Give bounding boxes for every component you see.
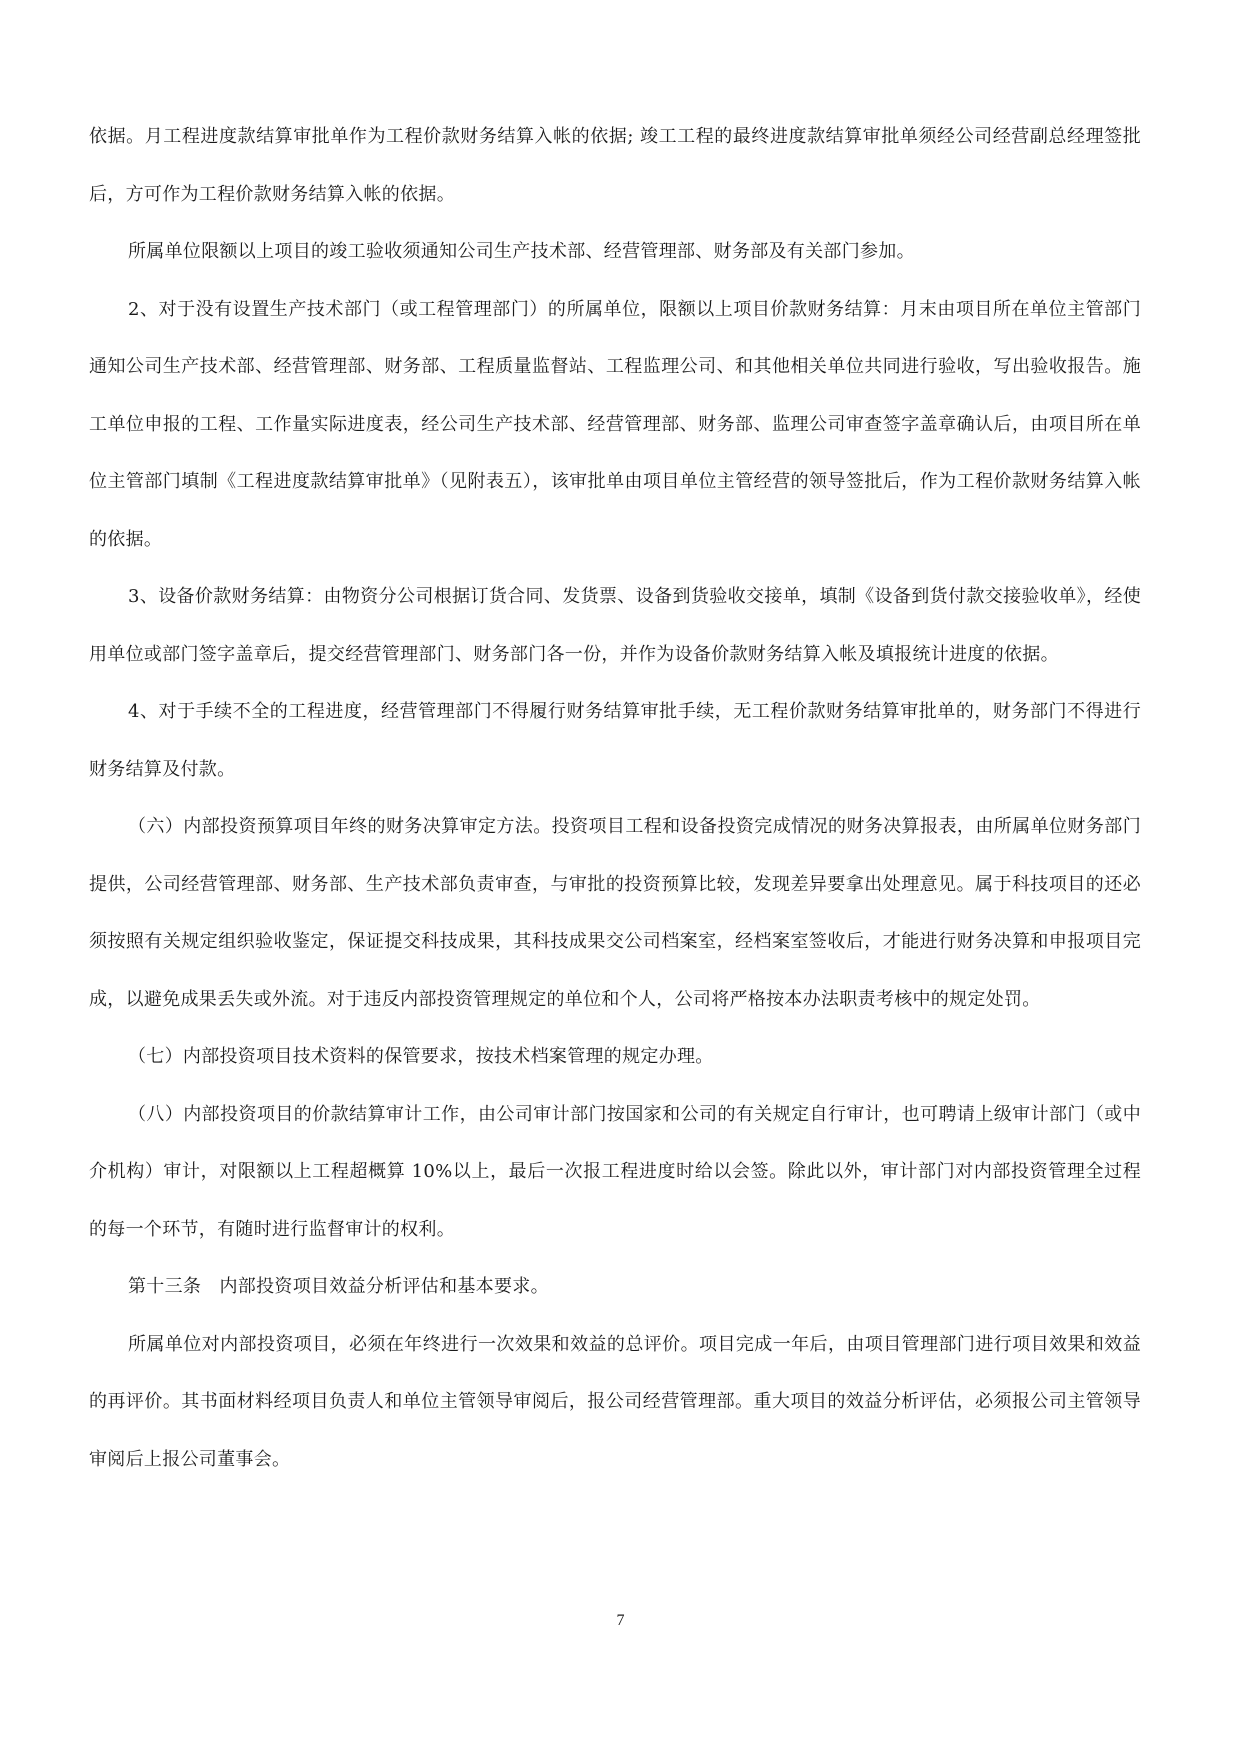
paragraph-item-2: 2、对于没有设置生产技术部门（或工程管理部门）的所属单位，限额以上项目价款财务结算：月末由项目所在单位主管部门通知公司生产技术部、经营管理部、财务部、工程质量监督站、工程监理公司、和其他相关单位共同进行验收，写出验收报告。施工单位申报的工程、工作量实际进度表，经公司生产技术部、经营管理部、财务部、监理公司审查签字盖章确认后，由项目所在单位主管部门填制《工程进度款结算审批单》（见附表五），该审批单由项目单位主管经营的领导签批后，作为工程价款财务结算入帐的依据。	[89, 298, 1141, 550]
page-number: 7	[616, 1612, 625, 1629]
paragraph-item-4: 4、对于手续不全的工程进度，经营管理部门不得履行财务结算审批手续，无工程价款财务结算审批单的，财务部门不得进行财务结算及付款。	[89, 701, 1141, 780]
paragraph-acceptance-notice: 所属单位限额以上项目的竣工验收须通知公司生产技术部、经营管理部、财务部及有关部门参加。	[128, 241, 915, 262]
paragraph-section-7: （七）内部投资项目技术资料的保管要求，按技术档案管理的规定办理。	[128, 1046, 714, 1067]
paragraph-continuation: 依据。月工程进度款结算审批单作为工程价款财务结算入帐的依据; 竣工工程的最终进度款结算审批单须经公司经营副总经理签批后，方可作为工程价款财务结算入帐的依据。	[89, 126, 1141, 205]
paragraph-section-6: （六）内部投资预算项目年终的财务决算审定方法。投资项目工程和设备投资完成情况的财务决算报表，由所属单位财务部门提供，公司经营管理部、财务部、生产技术部负责审查，与审批的投资预算比较，发现差异要拿出处理意见。属于科技项目的还必须按照有关规定组织验收鉴定，保证提交科技成果，其科技成果交公司档案室，经档案室签收后，才能进行财务决算和申报项目完成，以避免成果丢失或外流。对于违反内部投资管理规定的单位和个人，公司将严格按本办法职责考核中的规定处罚。	[89, 816, 1141, 1010]
document-body	[89, 108, 1141, 1488]
paragraph-evaluation: 所属单位对内部投资项目，必须在年终进行一次效果和效益的总评价。项目完成一年后，由项目管理部门进行项目效果和效益的再评价。其书面材料经项目负责人和单位主管领导审阅后，报公司经营管理部。重大项目的效益分析评估，必须报公司主管领导审阅后上报公司董事会。	[89, 1333, 1141, 1470]
paragraph-item-3: 3、设备价款财务结算：由物资分公司根据订货合同、发货票、设备到货验收交接单，填制《设备到货付款交接验收单》，经使用单位或部门签字盖章后，提交经营管理部门、财务部门各一份，并作为设备价款财务结算入帐及填报统计进度的依据。	[89, 586, 1141, 665]
article-13-heading: 第十三条 内部投资项目效益分析评估和基本要求。	[128, 1276, 549, 1297]
paragraph-section-8: （八）内部投资项目的价款结算审计工作，由公司审计部门按国家和公司的有关规定自行审计，也可聘请上级审计部门（或中介机构）审计，对限额以上工程超概算 10%以上，最后一次报工程进度时给以会签。除此以外，审计部门对内部投资管理全过程的每一个环节，有随时进行监督审计的权利。	[89, 1103, 1141, 1240]
